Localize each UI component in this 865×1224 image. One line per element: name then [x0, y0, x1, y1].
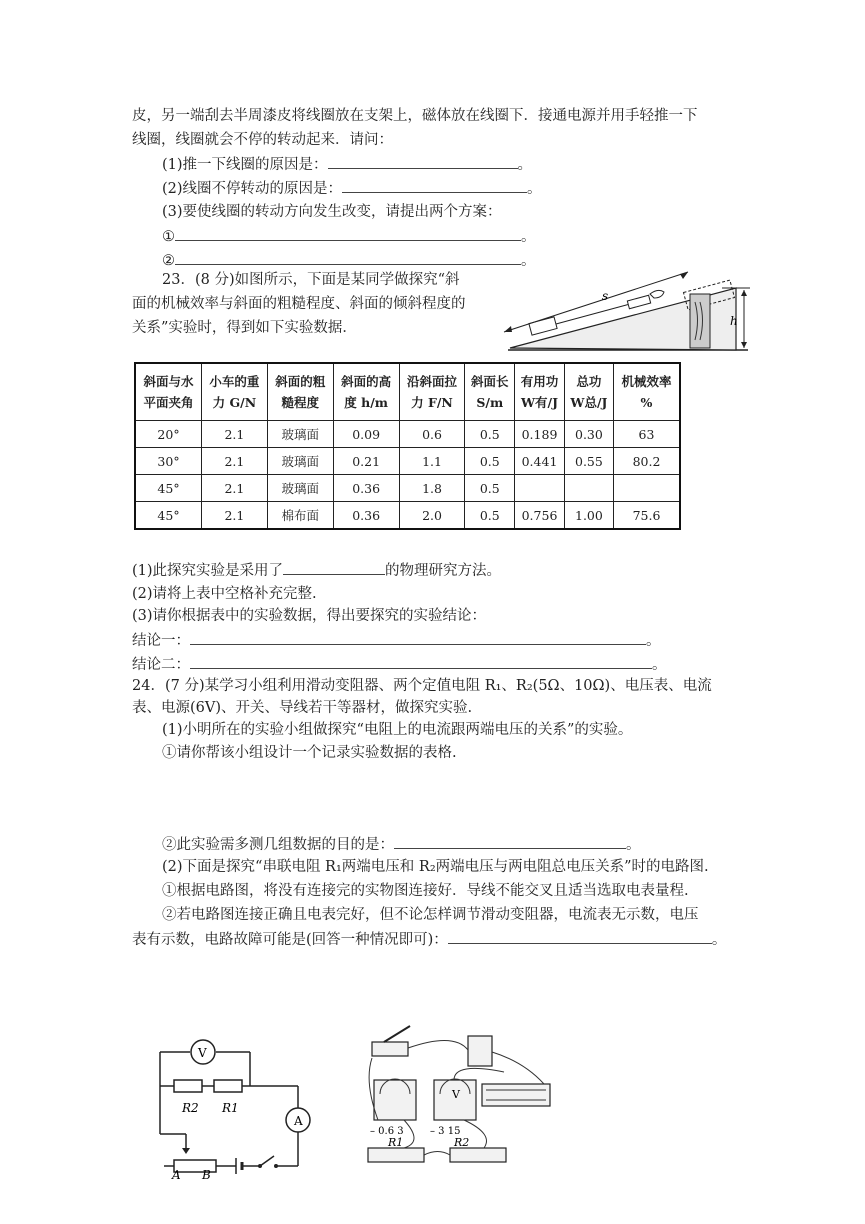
table-header: 机械效率 %	[613, 363, 680, 421]
table-cell: 30°	[135, 448, 202, 475]
ammeter-label: A	[294, 1114, 303, 1128]
table-cell: 玻璃面	[267, 448, 333, 475]
table-cell: 2.0	[399, 502, 465, 530]
table-header-row	[135, 363, 680, 421]
q23-line3: 关系”实验时，得到如下实验数据．	[132, 320, 357, 336]
answer-blank[interactable]	[342, 178, 527, 193]
table-cell: 2.1	[202, 421, 268, 448]
q22-part2-text: (2)线圈不停转动的原因是：	[162, 181, 343, 197]
apparatus-R2-label: R2	[454, 1136, 470, 1149]
circuit-diagram	[150, 1030, 330, 1180]
answer-blank[interactable]	[283, 560, 385, 575]
q23-conclusion1	[132, 630, 661, 651]
table-cell: 0.30	[564, 421, 613, 448]
q22-intro-line1: 皮，另一端刮去半周漆皮将线圈放在支架上，磁体放在线圈下．接通电源并用手轻推一下	[132, 108, 698, 124]
table-cell: 0.5	[465, 475, 515, 502]
option-marker: ①	[162, 229, 175, 245]
terminal-A-label: A	[172, 1168, 181, 1180]
table-cell: 玻璃面	[267, 475, 333, 502]
period: 。	[521, 253, 536, 269]
q23-part1	[132, 560, 501, 581]
answer-blank[interactable]	[190, 630, 646, 645]
table-row	[135, 421, 680, 448]
period: 。	[527, 181, 542, 197]
table-cell: 2.1	[202, 502, 268, 530]
table-row	[135, 475, 680, 502]
table-header: 沿斜面拉 力 F/N	[399, 363, 465, 421]
table-cell: 0.756	[515, 502, 565, 530]
table-cell: 0.55	[564, 448, 613, 475]
voltmeter-label: V	[198, 1046, 207, 1060]
table-cell: 0.36	[333, 475, 399, 502]
table-cell: 0.5	[465, 502, 515, 530]
q23-part1-text: (1)此探究实验是采用了	[132, 563, 284, 579]
label-s: s	[602, 289, 609, 303]
answer-blank[interactable]	[328, 154, 518, 169]
apparatus-figure	[364, 1022, 564, 1182]
table-cell: 0.6	[399, 421, 465, 448]
q24-part2b-line2	[132, 929, 726, 950]
R1-label: R1	[222, 1101, 239, 1115]
table-cell: 0.5	[465, 448, 515, 475]
q22-part2	[162, 178, 542, 199]
q23-part1-tail: 的物理研究方法。	[385, 563, 502, 579]
q24-part1b	[162, 834, 641, 855]
table-cell: 80.2	[613, 448, 680, 475]
q24-part1: (1)小明所在的实验小组做探究“电阻上的电流跟两端电压的关系”的实验。	[162, 722, 633, 738]
apparatus-R1-label: R1	[388, 1136, 404, 1149]
table-cell: 0.5	[465, 421, 515, 448]
q23-part3: (3)请你根据表中的实验数据，得出要探究的实验结论：	[132, 608, 487, 624]
table-header: 斜面长 S/m	[465, 363, 515, 421]
table-header: 小车的重 力 G/N	[202, 363, 268, 421]
option-marker: ②	[162, 253, 175, 269]
table-cell: 1.8	[399, 475, 465, 502]
q24-part2: (2)下面是探究“串联电阻 R₁两端电压和 R₂两端电压与两电阻总电压关系”时的电路图.	[162, 859, 709, 875]
table-cell: 2.1	[202, 448, 268, 475]
table-header: 总功 W总/J	[564, 363, 613, 421]
table-cell: 1.1	[399, 448, 465, 475]
table-cell: 0.09	[333, 421, 399, 448]
q23-line2: 面的机械效率与斜面的粗糙程度、斜面的倾斜程度的	[132, 296, 466, 312]
table-cell-blank[interactable]	[613, 475, 680, 502]
q22-option2	[162, 250, 536, 271]
period: 。	[711, 932, 727, 948]
conclusion-label: 结论二：	[132, 657, 190, 673]
table-cell: 玻璃面	[267, 421, 333, 448]
q24-part2a: ①根据电路图，将没有连接完的实物图连接好．导线不能交叉且适当选取电表量程.	[162, 883, 689, 899]
q22-part1	[162, 154, 532, 175]
q22-part1-text: (1)推一下线圈的原因是：	[162, 157, 328, 173]
table-cell: 0.21	[333, 448, 399, 475]
table-cell: 棉布面	[267, 502, 333, 530]
answer-blank[interactable]	[175, 250, 521, 265]
table-cell: 2.1	[202, 475, 268, 502]
table-cell-blank[interactable]	[564, 475, 613, 502]
q22-option1	[162, 226, 536, 247]
apparatus-voltmeter-label: V	[452, 1088, 460, 1101]
table-header: 斜面的高 度 h/m	[333, 363, 399, 421]
q22-intro-line2: 线圈，线圈就会不停的转动起来．请问：	[132, 132, 393, 148]
q24-part2b-text: 表有示数，电路故障可能是(回答一种情况即可)：	[132, 932, 448, 948]
q24-part1b-text: ②此实验需多测几组数据的目的是：	[162, 837, 394, 853]
q24-part1a: ①请你帮该小组设计一个记录实验数据的表格.	[162, 745, 457, 761]
period: 。	[521, 229, 536, 245]
table-cell: 0.441	[515, 448, 565, 475]
table-cell: 0.36	[333, 502, 399, 530]
table-cell: 1.00	[564, 502, 613, 530]
terminal-B-label: B	[202, 1168, 211, 1180]
answer-blank[interactable]	[175, 226, 521, 241]
q24-line2: 表、电源(6V)、开关、导线若干等器材，做探究实验.	[132, 700, 473, 716]
table-header: 有用功 W有/J	[515, 363, 565, 421]
table-cell-blank[interactable]	[515, 475, 565, 502]
voltmeter-scale-label: – 3 15	[430, 1126, 461, 1137]
incline-figure	[500, 262, 762, 358]
q24-part2b-line1: ②若电路图连接正确且电表完好，但不论怎样调节滑动变阻器，电流表无示数，电压	[162, 907, 699, 923]
table-cell: 0.189	[515, 421, 565, 448]
q24-line1: 24．(7 分)某学习小组利用滑动变阻器、两个定值电阻 R₁、R₂(5Ω、10Ω)、电压表、电流	[132, 678, 712, 694]
label-h: h	[730, 314, 738, 328]
table-cell: 45°	[135, 475, 202, 502]
table-row	[135, 448, 680, 475]
answer-blank[interactable]	[190, 654, 652, 669]
answer-blank[interactable]	[394, 834, 626, 849]
q22-part3: (3)要使线圈的转动方向发生改变，请提出两个方案：	[162, 204, 502, 220]
table-row	[135, 502, 680, 530]
data-table	[134, 362, 681, 530]
period: 。	[652, 657, 667, 673]
answer-blank[interactable]	[448, 929, 712, 944]
table-cell: 20°	[135, 421, 202, 448]
R2-label: R2	[182, 1101, 199, 1115]
conclusion-label: 结论一：	[132, 633, 190, 649]
q23-line1: 23．(8 分)如图所示，下面是某同学做探究“斜	[162, 272, 460, 288]
period: 。	[626, 837, 641, 853]
table-cell: 45°	[135, 502, 202, 530]
table-cell: 75.6	[613, 502, 680, 530]
q23-conclusion2	[132, 654, 667, 675]
period: 。	[517, 157, 533, 173]
table-header: 斜面与水 平面夹角	[135, 363, 202, 421]
table-cell: 63	[613, 421, 680, 448]
period: 。	[646, 633, 661, 649]
q23-part2: (2)请将上表中空格补充完整.	[132, 586, 317, 602]
ammeter-scale-label: – 0.6 3	[370, 1126, 404, 1137]
table-header: 斜面的粗 糙程度	[267, 363, 333, 421]
